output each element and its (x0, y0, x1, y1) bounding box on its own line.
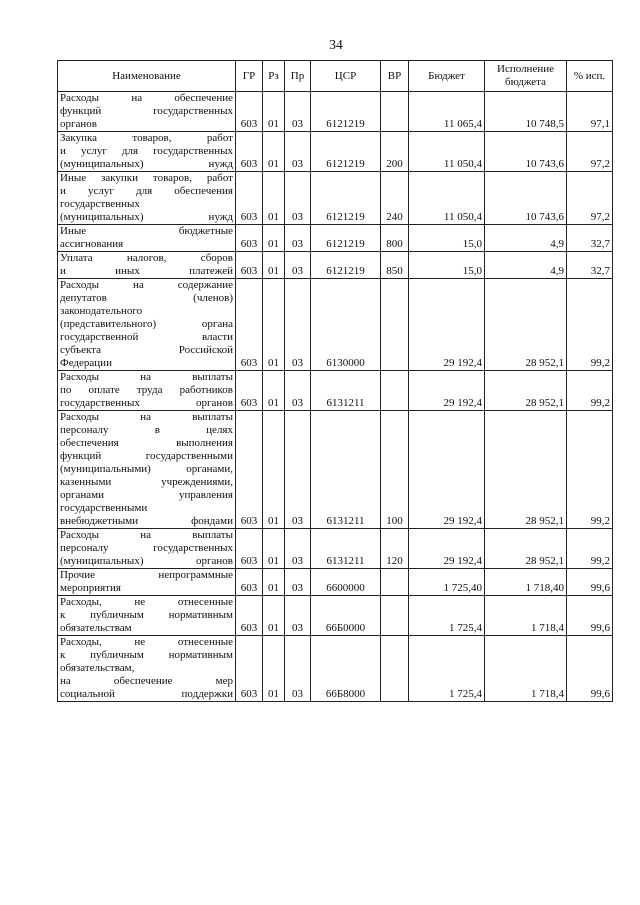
row-gr: 603 (236, 279, 263, 371)
budget-table (57, 60, 613, 702)
row-pr: 03 (285, 569, 311, 596)
row-execution: 10 748,5 (485, 92, 567, 132)
row-name-line: Расходы на обеспечение (60, 92, 233, 104)
row-vr (381, 279, 409, 371)
row-gr: 603 (236, 172, 263, 225)
row-name-line: Закупка товаров, работ (60, 132, 233, 144)
row-vr (381, 636, 409, 702)
row-execution: 4,9 (485, 252, 567, 279)
row-name-line: и иных платежей (60, 265, 233, 277)
row-name-line: по оплате труда работников (60, 384, 233, 396)
table-row (58, 411, 613, 529)
row-vr: 240 (381, 172, 409, 225)
row-budget: 29 192,4 (409, 279, 485, 371)
row-budget: 1 725,40 (409, 569, 485, 596)
row-gr: 603 (236, 132, 263, 172)
row-name (58, 371, 236, 411)
row-csr: 6131211 (311, 371, 381, 411)
row-pr: 03 (285, 636, 311, 702)
row-name-line: депутатов (членов) (60, 292, 233, 304)
row-gr: 603 (236, 411, 263, 529)
table-row (58, 279, 613, 371)
row-name-line: к публичным нормативным (60, 609, 233, 621)
row-rz: 01 (263, 252, 285, 279)
row-name-line: функций государственными (60, 450, 233, 462)
row-pr: 03 (285, 172, 311, 225)
row-name-line: государственной власти (60, 331, 233, 343)
table-header-row (58, 61, 613, 92)
row-rz: 01 (263, 596, 285, 636)
row-gr: 603 (236, 371, 263, 411)
row-csr: 6121219 (311, 225, 381, 252)
row-budget: 29 192,4 (409, 529, 485, 569)
row-name-line: (муниципальных) органов (60, 555, 233, 567)
row-name-line: государственными (60, 502, 148, 514)
row-pr: 03 (285, 132, 311, 172)
row-name (58, 252, 236, 279)
row-name-line: Расходы на выплаты (60, 411, 233, 423)
row-name-line: социальной поддержки (60, 688, 233, 700)
table-row (58, 252, 613, 279)
table-row (58, 132, 613, 172)
row-rz: 01 (263, 636, 285, 702)
row-percent: 99,2 (567, 411, 613, 529)
row-name-line: государственных (60, 198, 140, 210)
row-budget: 15,0 (409, 225, 485, 252)
header-rz: Рз (263, 61, 285, 92)
row-name-line: государственных органов (60, 397, 233, 409)
row-budget: 29 192,4 (409, 411, 485, 529)
row-execution: 10 743,6 (485, 132, 567, 172)
row-name-line: органами управления (60, 489, 233, 501)
row-name-line: (муниципальных) нужд (60, 211, 233, 223)
row-execution: 10 743,6 (485, 172, 567, 225)
row-name-line: Расходы на содержание (60, 279, 233, 291)
row-name-line: обязательствам, (60, 662, 135, 674)
row-percent: 97,2 (567, 132, 613, 172)
row-vr (381, 371, 409, 411)
row-name-line: (муниципальными) органами, (60, 463, 233, 475)
row-name-line: (представительного) органа (60, 318, 233, 330)
row-name-line: органов (60, 118, 97, 130)
row-execution: 1 718,40 (485, 569, 567, 596)
row-rz: 01 (263, 172, 285, 225)
row-pr: 03 (285, 225, 311, 252)
row-percent: 97,2 (567, 172, 613, 225)
row-vr (381, 569, 409, 596)
row-name-line: Расходы, не отнесенные (60, 596, 233, 608)
row-gr: 603 (236, 529, 263, 569)
table-body (58, 92, 613, 702)
row-rz: 01 (263, 411, 285, 529)
row-execution: 28 952,1 (485, 529, 567, 569)
row-budget: 29 192,4 (409, 371, 485, 411)
row-budget: 15,0 (409, 252, 485, 279)
row-name-line: персоналу в целях (60, 424, 233, 436)
header-csr: ЦСР (311, 61, 381, 92)
row-name-line: внебюджетными фондами (60, 515, 233, 527)
row-vr: 100 (381, 411, 409, 529)
header-execution: Исполнение бюджета (485, 61, 567, 92)
row-name-line: к публичным нормативным (60, 649, 233, 661)
row-name (58, 172, 236, 225)
row-execution: 4,9 (485, 225, 567, 252)
table-row (58, 225, 613, 252)
row-execution: 28 952,1 (485, 371, 567, 411)
row-name-line: Прочие непрограммные (60, 569, 233, 581)
row-name-line: Расходы на выплаты (60, 529, 233, 541)
row-name-line: Федерации (60, 357, 112, 369)
row-name-line: (муниципальных) нужд (60, 158, 233, 170)
table-row (58, 172, 613, 225)
page-number: 34 (329, 37, 343, 52)
row-name-line: казенными учреждениями, (60, 476, 233, 488)
row-pr: 03 (285, 279, 311, 371)
row-budget: 11 050,4 (409, 132, 485, 172)
row-execution: 1 718,4 (485, 596, 567, 636)
row-percent: 99,2 (567, 371, 613, 411)
row-name (58, 636, 236, 702)
row-csr: 6121219 (311, 252, 381, 279)
row-name (58, 569, 236, 596)
row-percent: 99,6 (567, 569, 613, 596)
table-row (58, 371, 613, 411)
row-name (58, 225, 236, 252)
row-budget: 1 725,4 (409, 596, 485, 636)
row-vr: 200 (381, 132, 409, 172)
row-pr: 03 (285, 252, 311, 279)
row-rz: 01 (263, 132, 285, 172)
row-name (58, 92, 236, 132)
row-name-line: функций государственных (60, 105, 233, 117)
header-vr: ВР (381, 61, 409, 92)
row-name (58, 132, 236, 172)
row-name-line: Иные закупки товаров, работ (60, 172, 233, 184)
row-gr: 603 (236, 569, 263, 596)
row-name-line: на обеспечение мер (60, 675, 233, 687)
row-name-line: Иные бюджетные (60, 225, 233, 237)
row-csr: 6121219 (311, 132, 381, 172)
table-row (58, 92, 613, 132)
row-percent: 32,7 (567, 225, 613, 252)
row-budget: 11 065,4 (409, 92, 485, 132)
header-name: Наименование (58, 61, 236, 92)
row-pr: 03 (285, 371, 311, 411)
row-csr: 6121219 (311, 92, 381, 132)
row-name-line: Уплата налогов, сборов (60, 252, 233, 264)
table-row (58, 529, 613, 569)
row-name-line: и услуг для обеспечения (60, 185, 233, 197)
row-gr: 603 (236, 252, 263, 279)
row-name (58, 596, 236, 636)
row-budget: 1 725,4 (409, 636, 485, 702)
table-row (58, 596, 613, 636)
row-name (58, 529, 236, 569)
row-rz: 01 (263, 529, 285, 569)
row-name-line: и услуг для государственных (60, 145, 233, 157)
row-csr: 66Б8000 (311, 636, 381, 702)
row-name (58, 279, 236, 371)
row-gr: 603 (236, 225, 263, 252)
row-vr: 850 (381, 252, 409, 279)
row-pr: 03 (285, 596, 311, 636)
row-gr: 603 (236, 636, 263, 702)
row-rz: 01 (263, 569, 285, 596)
row-gr: 603 (236, 596, 263, 636)
row-name (58, 411, 236, 529)
row-execution: 28 952,1 (485, 411, 567, 529)
row-rz: 01 (263, 371, 285, 411)
row-gr: 603 (236, 92, 263, 132)
row-name-line: обеспечения выполнения (60, 437, 233, 449)
row-percent: 97,1 (567, 92, 613, 132)
row-csr: 6121219 (311, 172, 381, 225)
row-percent: 99,2 (567, 279, 613, 371)
row-vr (381, 92, 409, 132)
row-percent: 99,6 (567, 596, 613, 636)
row-execution: 1 718,4 (485, 636, 567, 702)
row-name-line: ассигнования (60, 238, 124, 250)
row-name-line: мероприятия (60, 582, 121, 594)
row-percent: 99,2 (567, 529, 613, 569)
row-csr: 6131211 (311, 529, 381, 569)
row-pr: 03 (285, 411, 311, 529)
table-row (58, 569, 613, 596)
header-pr: Пр (285, 61, 311, 92)
row-percent: 99,6 (567, 636, 613, 702)
row-name-line: Расходы, не отнесенные (60, 636, 233, 648)
row-pr: 03 (285, 92, 311, 132)
row-name-line: персоналу государственных (60, 542, 233, 554)
row-rz: 01 (263, 279, 285, 371)
table-row (58, 636, 613, 702)
row-csr: 6600000 (311, 569, 381, 596)
row-pr: 03 (285, 529, 311, 569)
row-percent: 32,7 (567, 252, 613, 279)
header-gr: ГР (236, 61, 263, 92)
row-vr (381, 596, 409, 636)
row-vr: 800 (381, 225, 409, 252)
row-rz: 01 (263, 225, 285, 252)
row-csr: 66Б0000 (311, 596, 381, 636)
header-percent: % исп. (567, 61, 613, 92)
row-name-line: обязательствам (60, 622, 132, 634)
header-budget: Бюджет (409, 61, 485, 92)
row-vr: 120 (381, 529, 409, 569)
row-name-line: законодательного (60, 305, 143, 317)
row-name-line: субъекта Российской (60, 344, 233, 356)
row-budget: 11 050,4 (409, 172, 485, 225)
row-execution: 28 952,1 (485, 279, 567, 371)
row-csr: 6130000 (311, 279, 381, 371)
row-csr: 6131211 (311, 411, 381, 529)
row-name-line: Расходы на выплаты (60, 371, 233, 383)
row-rz: 01 (263, 92, 285, 132)
